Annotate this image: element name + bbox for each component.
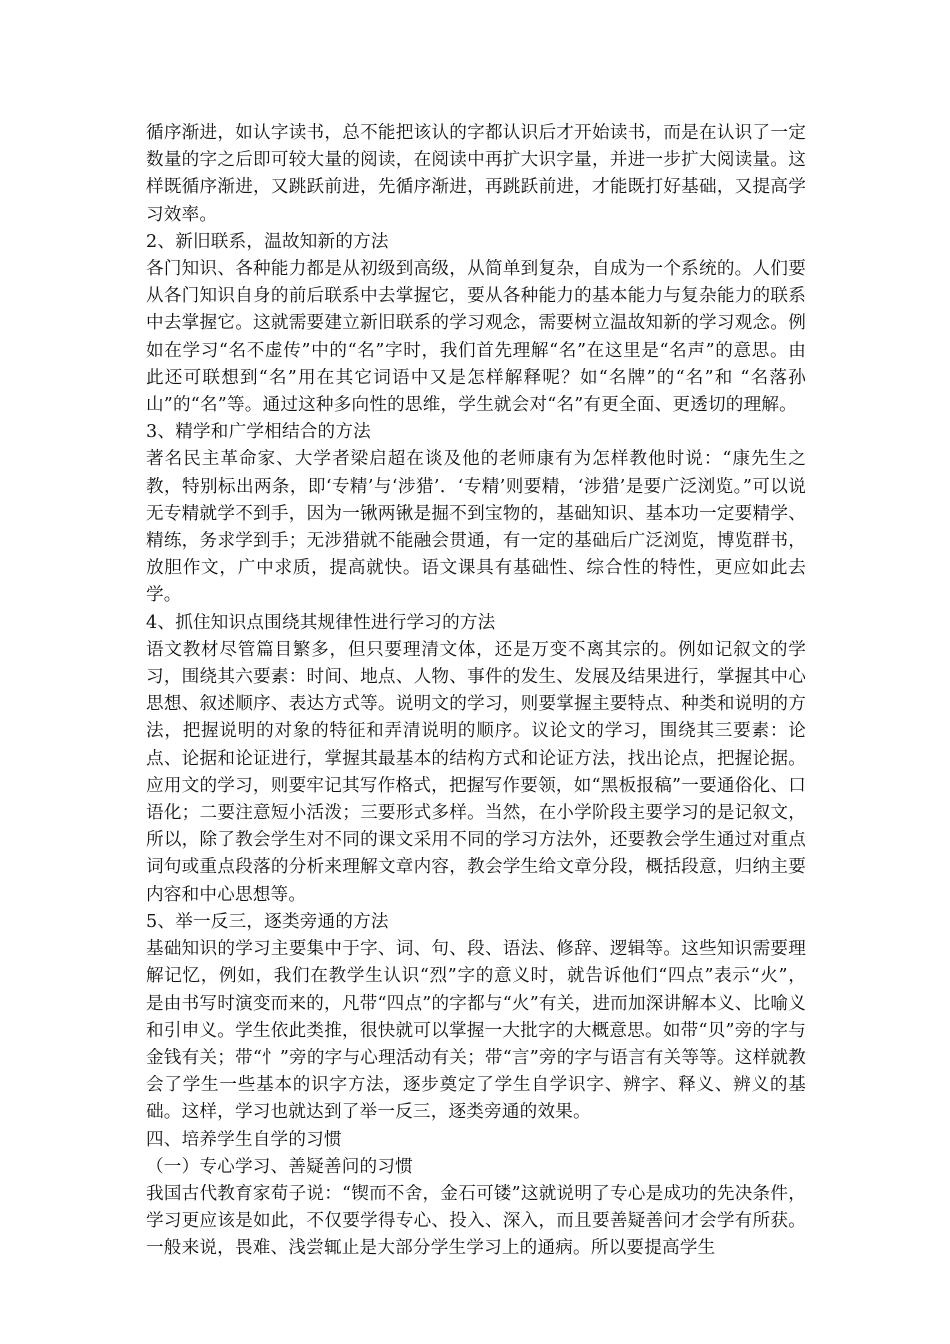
paragraph-new-old-connection: 各门知识、各种能力都是从初级到高级，从简单到复杂，自成为一个系统的。人们要从各门知识自身的前后联系中去掌握它，要从各种能力的基本能力与复杂能力的联系中去掌握它。这就需要建立新旧联系的学习观念，需要树立温故知新的学习观念。例如在学习“名不虚传”中的“名”字时，我们首先理解“名”在这里是“名声”的意思。由此还可联想到“名”用在其它词语中又是怎样解释呢？如“名牌”的“名”和 “名落孙山”的“名”等。通过这种多向性的思维，学生就会对“名”有更全面、更透切的理解。 bbox=[146, 259, 806, 416]
paragraph-deep-and-broad-study: 著名民主革命家、大学者梁启超在谈及他的老师康有为怎样教他时说：“康先生之教，特别标出两条，即‘专精’与‘涉猎’．‘专精’则要精，‘涉猎’是要广泛浏览。”可以说无专精就学不到手，因为一锹两锹是掘不到宝物的，基础知识、基本功一定要精学、精练，务求学到手；无涉猎就不能融会贯通，有一定的基础后广泛浏览，博览群书，放胆作文，广中求质，提高就快。语文课具有基础性、综合性的特性，更应如此去学。 bbox=[146, 449, 806, 606]
paragraph-knowledge-points: 语文教材尽管篇目繁多，但只要理清文体，还是万变不离其宗的。例如记叙文的学习，围绕其六要素：时间、地点、人物、事件的发生、发展及结果进行，掌握其中心思想、叙述顺序、表达方式等。说明文的学习，则要掌握主要特点、种类和说明的方法，把握说明的对象的特征和弄清说明的顺序。议论文的学习，围绕其三要素：论点、论据和论证进行，掌握其最基本的结构方式和论证方法，找出论点，把握论据。应用文的学习，则要牢记其写作格式，把握写作要领，如“黑板报稿”一要通俗化、口语化；二要注意短小活泼；三要形式多样。当然，在小学阶段主要学习的是记叙文，所以，除了教会学生对不同的课文采用不同的学习方法外，还要教会学生通过对重点词句或重点段落的分析来理解文章内容，教会学生给文章分段，概括段意，归纳主要内容和中心思想等。 bbox=[146, 639, 806, 905]
heading-method-2: 2、新旧联系，温故知新的方法 bbox=[146, 231, 389, 252]
paragraph-gradual-progress: 循序渐进，如认字读书，总不能把该认的字都认识后才开始读书，而是在认识了一定数量的字之后即可较大量的阅读，在阅读中再扩大识字量，并进一步扩大阅读量。这样既循序渐进，又跳跃前进，先循序渐进，再跳跃前进，才能既打好基础，又提高学习效率。 bbox=[146, 123, 806, 225]
document-body bbox=[146, 120, 806, 1263]
heading-method-4: 4、抓住知识点围绕其规律性进行学习的方法 bbox=[146, 612, 496, 633]
heading-section-4: 四、培养学生自学的习惯 bbox=[146, 1129, 342, 1150]
heading-subsection-1: （一）专心学习、善疑善问的习惯 bbox=[146, 1156, 413, 1177]
heading-method-3: 3、精学和广学相结合的方法 bbox=[146, 422, 371, 443]
paragraph-focused-study: 我国古代教育家荀子说：“锲而不舍，金石可镂”这就说明了专心是成功的先决条件，学习更应该是如此，不仅要学得专心、投入、深入，而且要善疑善问才会学有所获。一般来说，畏难、浅尝辄止是大部分学生学习上的通病。所以要提高学生 bbox=[146, 1183, 806, 1259]
heading-method-5: 5、举一反三，逐类旁通的方法 bbox=[146, 911, 389, 932]
paragraph-analogy-learning: 基础知识的学习主要集中于字、词、句、段、语法、修辞、逻辑等。这些知识需要理解记忆，例如，我们在教学生认识“烈”字的意义时，就告诉他们“四点”表示“火”，是由书写时演变而来的，凡带“四点”的字都与“火”有关，进而加深讲解本义、比喻义和引申义。学生依此类推，很快就可以掌握一大批字的大概意思。如带“贝”旁的字与金钱有关；带“忄”旁的字与心理活动有关；带“言”旁的字与语言有关等等。这样就教会了学生一些基本的识字方法，逐步奠定了学生自学识字、辨字、释义、辨义的基础。这样，学习也就达到了举一反三，逐类旁通的效果。 bbox=[146, 939, 806, 1123]
